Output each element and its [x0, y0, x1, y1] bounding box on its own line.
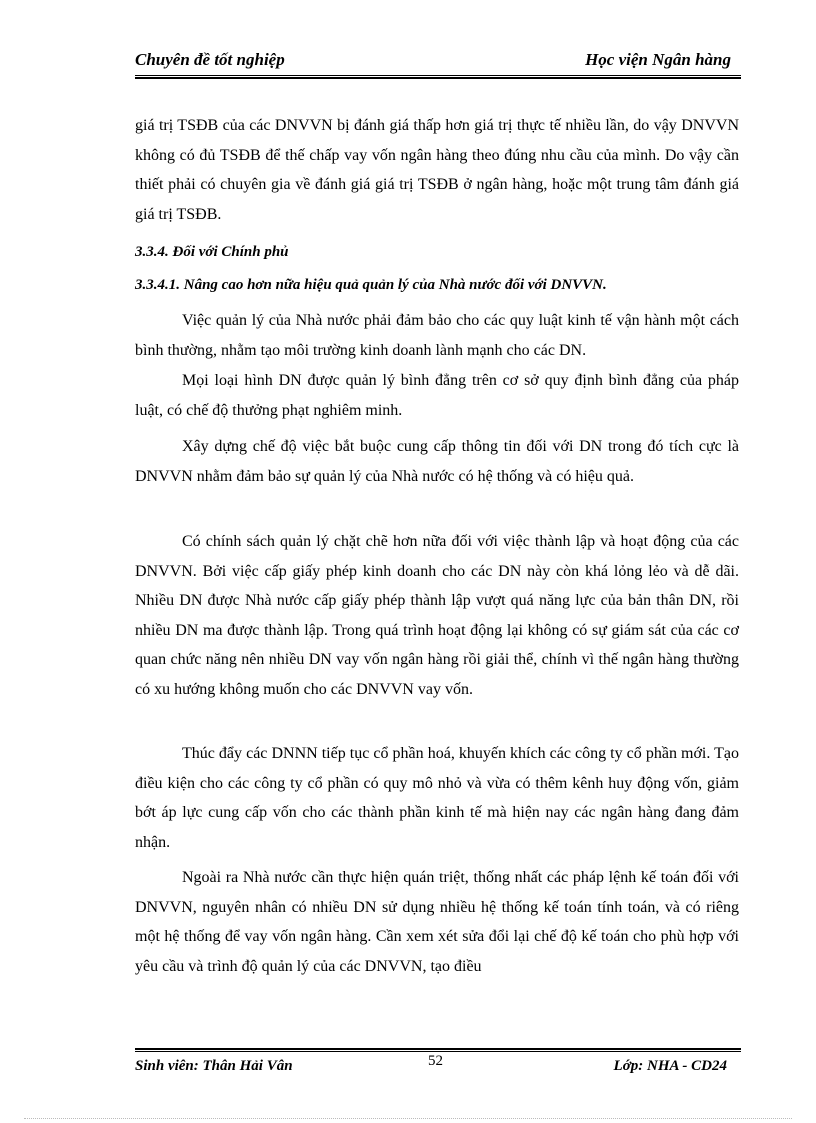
paragraph-intro: giá trị TSĐB của các DNVVN bị đánh giá thấp hơn giá trị thực tế nhiều lần, do vậy DNVVN không có đủ TSĐB để thế chấp vay vốn ngân hàng theo đúng nhu cầu của mình. Do vậy cần thiết phải có chuyên gia về đánh giá giá trị TSĐB ở ngân hàng, hoặc một trung tâm đánh giá giá trị TSĐB. — [135, 117, 739, 223]
header-document-type: Chuyên đề tốt nghiệp — [135, 50, 285, 69]
paragraph-3: Xây dựng chế độ việc bắt buộc cung cấp thông tin đối với DN trong đó tích cực là DNVVN nhằm đảm bảo sự quản lý của Nhà nước có hệ thống và có hiệu quả. — [135, 438, 739, 485]
paragraph-2: Mọi loại hình DN được quản lý bình đẳng trên cơ sở quy định bình đẳng của pháp luật, có chế độ thưởng phạt nghiêm minh. — [135, 372, 739, 419]
footer-class: Lớp: NHA - CD24 — [613, 1058, 727, 1074]
header-rule-thick — [135, 77, 741, 79]
page-number: 52 — [428, 1053, 443, 1069]
subsection-heading: 3.3.4.1. Nâng cao hơn nữa hiệu quả quản lý của Nhà nước đối với DNVVN. — [135, 277, 607, 293]
header-institution: Học viện Ngân hàng — [585, 50, 731, 69]
footer-student: Sinh viên: Thân Hải Vân — [135, 1058, 293, 1074]
section-heading: 3.3.4. Đối với Chính phủ — [135, 244, 289, 260]
paragraph-6: Ngoài ra Nhà nước cần thực hiện quán triệt, thống nhất các pháp lệnh kế toán đối với DNVVN, nguyên nhân có nhiều DN sử dụng nhiều hệ thống kế toán tính toán, và có riêng một hệ thống để vay vốn ngân hàng. Cần xem xét sửa đổi lại chế độ kế toán cho phù hợp với yêu cầu và trình độ quản lý của các DNVVN, tạo điều — [135, 869, 739, 975]
footer-rule-thick — [135, 1048, 741, 1050]
page-edge-dots — [24, 1118, 792, 1119]
footer-rule — [135, 1051, 741, 1052]
paragraph-1: Việc quản lý của Nhà nước phải đảm bảo cho các quy luật kinh tế vận hành một cách bình thường, nhằm tạo môi trường kinh doanh lành mạnh cho các DN. — [135, 312, 739, 359]
page-header — [135, 50, 739, 70]
header-rule — [135, 75, 741, 76]
paragraph-4: Có chính sách quản lý chặt chẽ hơn nữa đối với việc thành lập và hoạt động của các DNVVN. Bởi việc cấp giấy phép kinh doanh cho các DN này còn khá lỏng lẻo và dễ dãi. Nhiều DN được Nhà nước cấp giấy phép thành lập vượt quá năng lực của bản thân DN, rồi nhiều DN ma được thành lập. Trong quá trình hoạt động lại không có sự giám sát của các cơ quan chức năng nên nhiều DN vay vốn ngân hàng rồi giải thể, chính vì thế ngân hàng thường có xu hướng không muốn cho các DNVVN vay vốn. — [135, 533, 739, 698]
paragraph-5: Thúc đẩy các DNNN tiếp tục cổ phần hoá, khuyến khích các công ty cổ phần mới. Tạo điều kiện cho các công ty cổ phần có quy mô nhỏ và vừa có thêm kênh huy động vốn, giảm bớt áp lực cung cấp vốn cho các thành phần kinh tế mà hiện nay các ngân hàng đang đảm nhận. — [135, 745, 739, 851]
